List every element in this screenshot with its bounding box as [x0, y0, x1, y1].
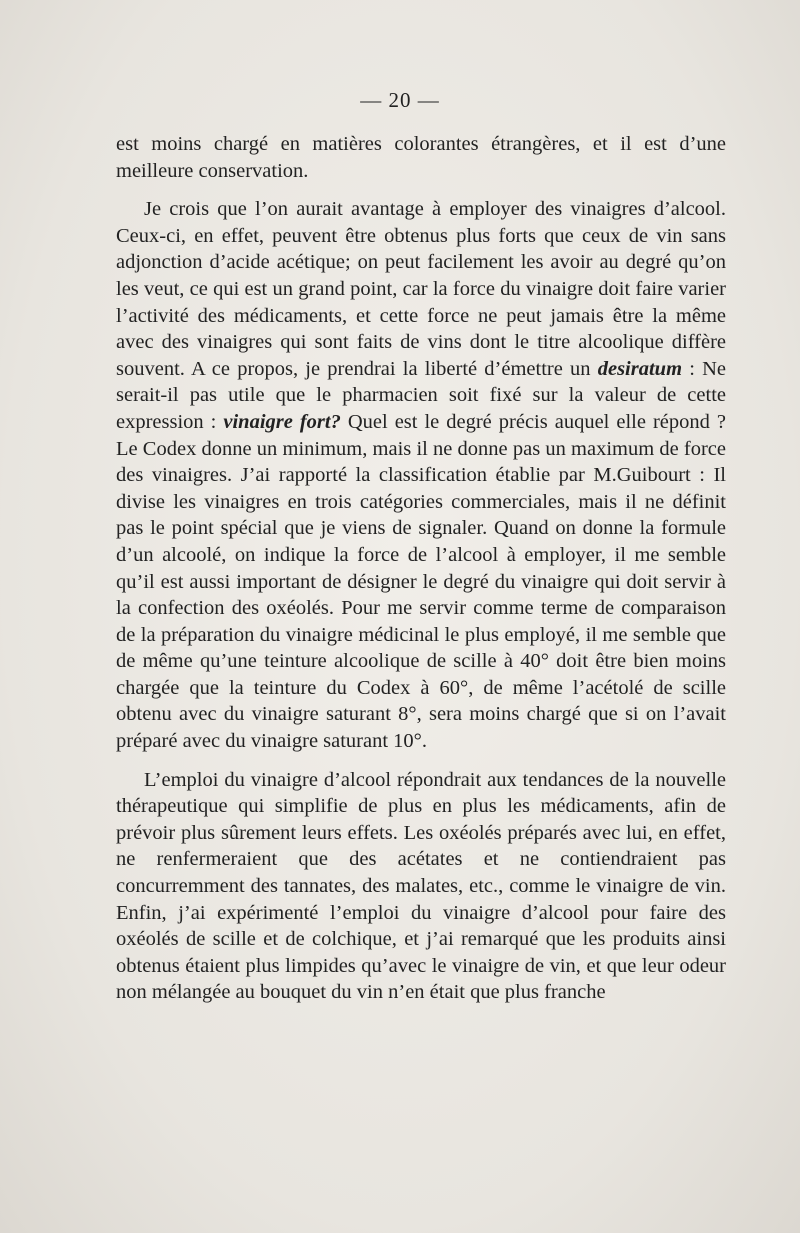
body-text	[116, 131, 726, 1006]
text-span: : Ne serait-il pas utile que le pharmacien soit fixé sur la valeur de cette expression :	[116, 357, 726, 433]
text-span: Quel est le degré précis auquel elle répond ? Le Codex donne un minimum, mais il ne donne pas un maximum de force des vinaigres. J’ai rapporté la classification établie par M.Guibourt : Il divise les vinaigres en trois catégories commerciales, mais il ne définit pas le point spécial que je viens de signaler. Quand on donne la formule d’un alcoolé, on indique la force de l’alcool à employer, il me semble qu’il est aussi important de désigner le degré du vinaigre qui doit servir à la confection des oxéolés. Pour me servir comme terme de comparaison de la préparation du vinaigre médicinal le plus employé, il me semble que de même qu’une teinture alcoolique de scille à 40° doit être bien moins chargée que la teinture du Codex à 60°, de même l’acétolé de scille obtenu avec du vinaigre saturant 8°, sera moins chargé que si on l’avait préparé avec du vinaigre saturant 10°.	[116, 410, 726, 753]
paragraph-2	[116, 196, 726, 754]
text-span: est moins chargé en matières colorantes étrangères, et il est d’une meilleure conservation.	[116, 133, 726, 182]
paragraph-3	[116, 767, 726, 1006]
paragraph-1	[116, 131, 726, 184]
text-span: L’emploi du vinaigre d’alcool répondrait aux tendances de la nouvelle thérapeutique qui simplifie de plus en plus les médicaments, afin de prévoir plus sûrement leurs effets. Les oxéolés préparés avec lui, en effet, ne renfermeraient que des acétates et ne contiendraient pas concurremment des tannates, des malates, etc., comme le vinaigre de vin. Enfin, j’ai expérimenté l’emploi du vinaigre d’alcool pour faire des oxéolés de scille et de colchique, et j’ai remarqué que les produits ainsi obtenus étaient plus limpides qu’avec le vinaigre de vin, et que leur odeur non mélangée au bouquet du vin n’en était que plus franche	[116, 768, 726, 1004]
italic-term-desiratum: desiratum	[597, 357, 683, 380]
text-span: Je crois que l’on aurait avantage à employer des vinaigres d’alcool. Ceux-ci, en effet, peuvent être obtenus plus forts que ceux de vin sans adjonction d’acide acétique; on peut facilement les avoir au degré qu’on les veut, ce qui est un grand point, car la force du vinaigre doit faire varier l’activité des médicaments, et cette force ne peut jamais être la même avec des vinaigres qui sont faits de vins dont le titre alcoolique diffère souvent. A ce propos, je prendrai la liberté d’émettre un	[116, 198, 726, 380]
page-number: — 20 —	[360, 88, 440, 112]
italic-term-vinaigre-fort: vinaigre fort?	[223, 410, 341, 433]
